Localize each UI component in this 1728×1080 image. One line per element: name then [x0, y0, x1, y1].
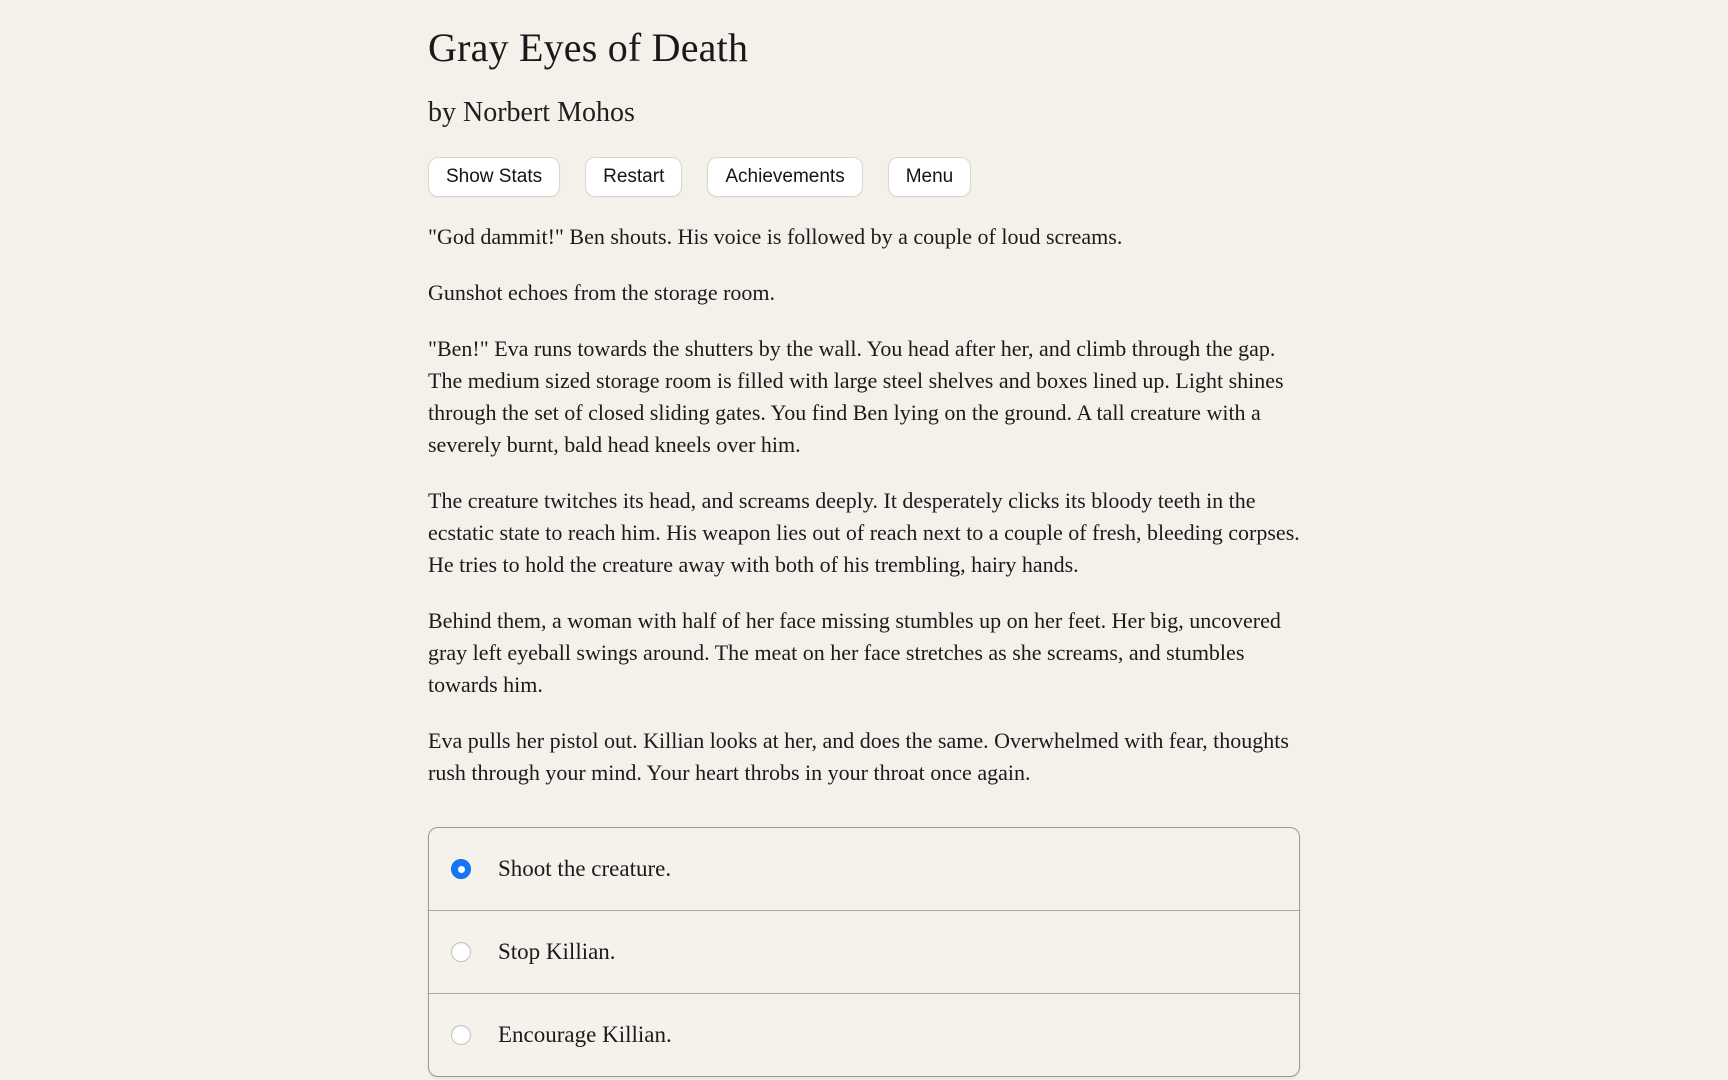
- choice-label: Encourage Killian.: [498, 1022, 672, 1047]
- choice-option-shoot-the-creature[interactable]: [429, 828, 1299, 910]
- menu-button[interactable]: Menu: [888, 157, 972, 197]
- story-paragraph: Behind them, a woman with half of her face missing stumbles up on her feet. Her big, uncovered gray left eyeball swings around. The meat on her face stretches as she screams, and stumbles towards him.: [428, 608, 1281, 697]
- radio-button-icon[interactable]: [451, 859, 471, 879]
- story-paragraph: Eva pulls her pistol out. Killian looks at her, and does the same. Overwhelmed with fear, thoughts rush through your mind. Your heart throbs in your throat once again.: [428, 728, 1289, 785]
- radio-button-icon[interactable]: [451, 942, 471, 962]
- story-text: [428, 221, 1300, 789]
- toolbar: [428, 157, 1300, 197]
- page-title: Gray Eyes of Death: [428, 25, 749, 70]
- radio-button-icon[interactable]: [451, 1025, 471, 1045]
- choice-list: [428, 827, 1300, 1077]
- show-stats-button[interactable]: Show Stats: [428, 157, 560, 197]
- achievements-button[interactable]: Achievements: [707, 157, 862, 197]
- choice-option-stop-killian[interactable]: [429, 910, 1299, 993]
- restart-button[interactable]: Restart: [585, 157, 682, 197]
- choice-label: Shoot the creature.: [498, 856, 672, 881]
- game-page: [428, 0, 1300, 1077]
- story-paragraph: Gunshot echoes from the storage room.: [428, 280, 776, 305]
- author-byline: by Norbert Mohos: [428, 97, 635, 128]
- choice-label: Stop Killian.: [498, 939, 616, 964]
- story-paragraph: "God dammit!" Ben shouts. His voice is followed by a couple of loud screams.: [428, 224, 1123, 249]
- story-paragraph: The creature twitches its head, and screams deeply. It desperately clicks its bloody teeth in the ecstatic state to reach him. His weapon lies out of reach next to a couple of fresh, bleeding corpses. He tries to hold the creature away with both of his trembling, hairy hands.: [428, 488, 1300, 577]
- story-paragraph: "Ben!" Eva runs towards the shutters by the wall. You head after her, and climb through the gap. The medium sized storage room is filled with large steel shelves and boxes lined up. Light shines through the set of closed sliding gates. You find Ben lying on the ground. A tall creature with a severely burnt, bald head kneels over him.: [428, 336, 1284, 457]
- choice-option-encourage-killian[interactable]: [429, 993, 1299, 1076]
